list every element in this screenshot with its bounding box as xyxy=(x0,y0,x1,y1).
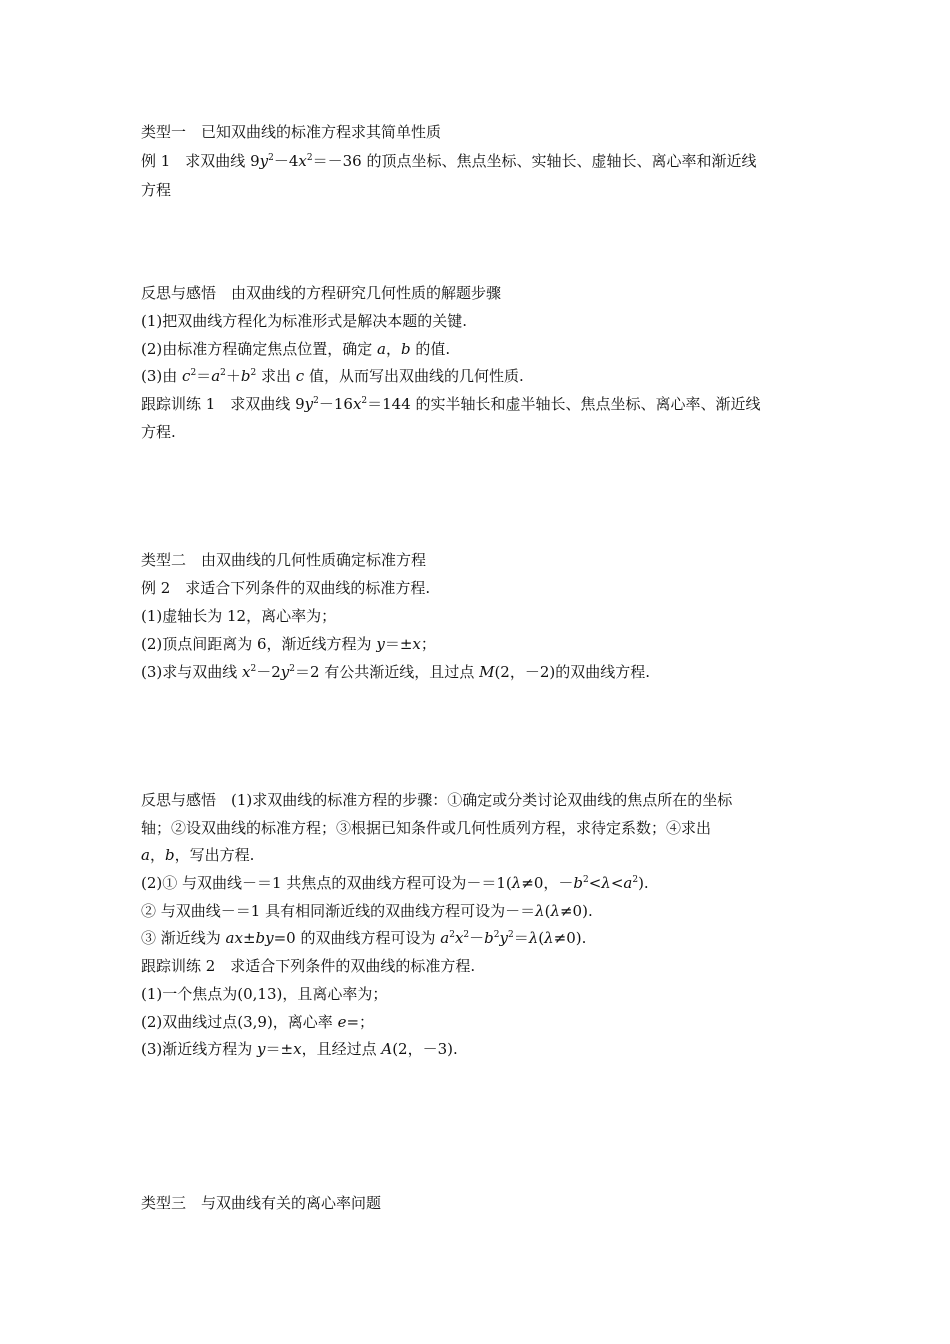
reflection1-step1: (1)把双曲线方程化为标准形式是解决本题的关键. xyxy=(141,312,468,330)
example2-condition3: (3)求与双曲线 $x^2-2y^2=2$ 有公共渐近线，且过点 M(2，－2)的双曲线方程. xyxy=(141,663,651,681)
training2-condition1: (1)一个焦点为(0,13)，且离心率为； xyxy=(141,985,388,1003)
example2-condition2: (2)顶点间距离为 6，渐近线方程为 y＝±x； xyxy=(141,635,436,653)
type3-heading: 类型三 与双曲线有关的离心率问题 xyxy=(141,1194,382,1212)
reflection2-line1: 反思与感悟 (1)求双曲线的标准方程的步骤：①确定或分类讨论双曲线的焦点所在的坐标 xyxy=(141,791,733,809)
reflection1-step2: (2)由标准方程确定焦点位置，确定 a，b 的值. xyxy=(141,340,451,358)
training1-line1: 跟踪训练 1 求双曲线 $9y^2-16x^2=144$ 的实半轴长和虚半轴长、焦点坐标、离心率、渐近线 xyxy=(141,395,761,413)
example1-line1: 例 1 求双曲线 $9y^2-4x^2=-36$ 的顶点坐标、焦点坐标、实轴长、虚轴长、离心率和渐近线 xyxy=(141,152,757,170)
reflection2-line5: ② 与双曲线－＝1 具有相同渐近线的双曲线方程可设为－＝λ(λ≠0). xyxy=(141,902,593,920)
reflection2-line3: a，b，写出方程. xyxy=(141,846,255,864)
reflection2-line2: 轴；②设双曲线的标准方程；③根据已知条件或几何性质列方程，求待定系数；④求出 xyxy=(141,819,712,837)
training1-line2: 方程. xyxy=(141,423,176,441)
type1-heading: 类型一 已知双曲线的标准方程求其简单性质 xyxy=(141,123,442,141)
reflection1-title: 反思与感悟 由双曲线的方程研究几何性质的解题步骤 xyxy=(141,284,502,302)
reflection2-line6: ③ 渐近线为 ax±by=0 的双曲线方程可设为 $a^2x^2-b^2y^2=\lambda(\lambda\ne 0)$. xyxy=(141,929,587,947)
example1-line2: 方程 xyxy=(141,181,172,199)
training2-condition3: (3)渐近线方程为 y＝±x，且经过点 A(2，－3). xyxy=(141,1040,458,1058)
training2-condition2: (2)双曲线过点(3,9)，离心率 e=； xyxy=(141,1013,375,1031)
type2-heading: 类型二 由双曲线的几何性质确定标准方程 xyxy=(141,551,427,569)
training2-title: 跟踪训练 2 求适合下列条件的双曲线的标准方程. xyxy=(141,957,476,975)
reflection1-step3: (3)由 $c^2=a^2+b^2$ 求出 c 值，从而写出双曲线的几何性质. xyxy=(141,367,524,385)
example2-title: 例 2 求适合下列条件的双曲线的标准方程. xyxy=(141,579,431,597)
example2-condition1: (1)虚轴长为 12，离心率为； xyxy=(141,607,337,625)
reflection2-line4: (2)① 与双曲线－＝1 共焦点的双曲线方程可设为－＝1(λ≠0，$-b^2<\lambda<a^2$). xyxy=(141,874,649,892)
